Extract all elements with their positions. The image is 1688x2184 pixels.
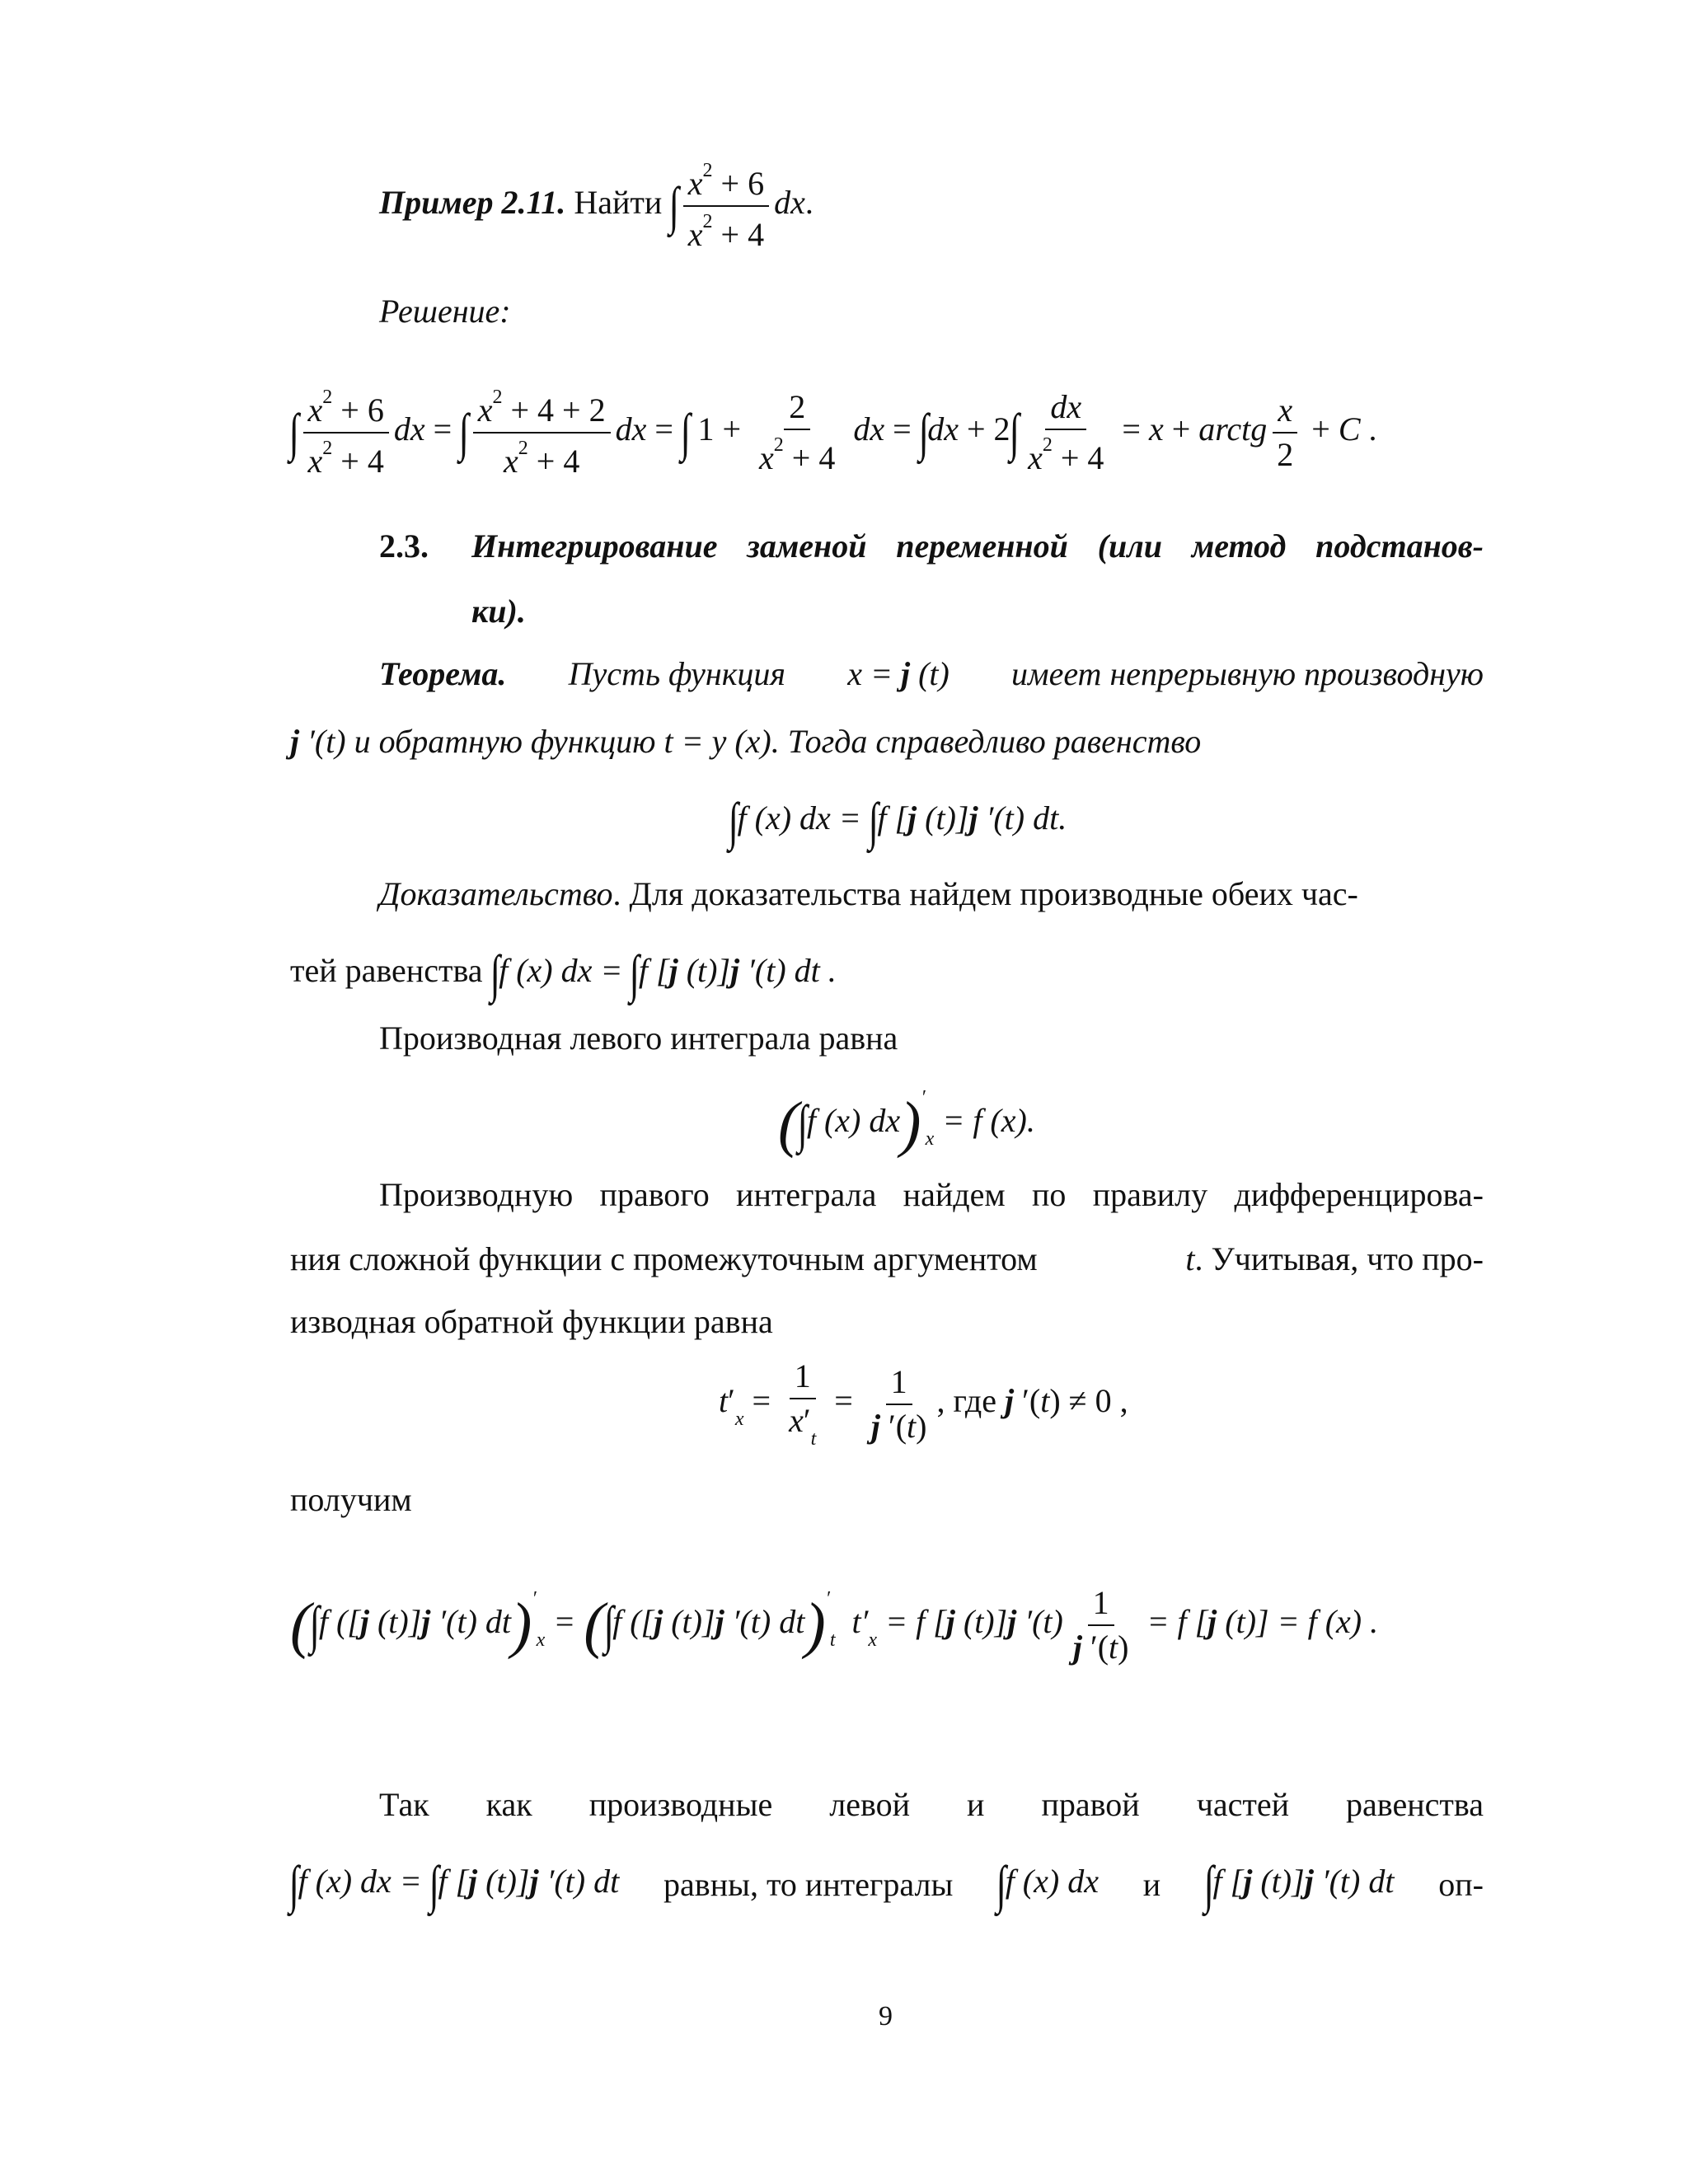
final-formula-1: ∫f (x) dx = ∫f [j (t)]j ′(t) dt [288,1855,620,1914]
section-title-line2: ки). [471,593,526,630]
solution-label: Решение: [379,293,511,330]
theorem-line2: j ′(t) и обратную функцию t = y (x). Тогда справедливо равенство [290,723,1202,760]
theorem-line1 [379,655,1484,692]
variable-t: t [1185,1240,1195,1277]
proof-label: Доказательство [379,875,613,912]
theorem-label: Теорема. [379,655,507,692]
where-text: , где [936,1382,997,1420]
chain-rule-formula: (∫f ([j (t)]j ′(t) $dt)'_x = (\int f$ ([j (t)]j ′(t) $dt)'_t$ $t'_x = f$ [j (t)]j ′(t) $\frac{1}{j '(t)}$ = f [j (t)] = f (x) . [290,1584,1379,1666]
final-line1: Так как производные левой и правой частей равенства [379,1786,1484,1823]
proof-line2: тей равенства ∫f (x) dx = ∫f [j (t)]j ′(t) dt . [290,944,837,1003]
example-heading [379,161,814,251]
right-derivative-line1: Производную правого интеграла найдем по правилу дифференцирова- [379,1176,1484,1213]
theorem-main-formula: ∫f (x) dx = ∫f [j (t)]j ′(t) dt. [728,792,1067,851]
theorem-formula-inverse: t = y (x) [663,723,771,760]
obtain-text: получим [290,1481,412,1518]
example-find-text: Найти [574,184,663,222]
final-formula-2: ∫f (x) dx [996,1855,1099,1914]
theorem-formula-x: x = j (t) [847,655,950,692]
proof-line1: Доказательство. Для доказательства найдем производные обеих час- [379,875,1358,912]
final-formula-3: ∫f [j (t)]j ′(t) dt [1203,1855,1395,1914]
right-derivative-line3: изводная обратной функции равна [290,1303,773,1340]
left-derivative-text: Производная левого интеграла равна [379,1019,898,1057]
example-integral-formula: ∫ $\frac{x^2 + 6}{x^2 + 4}$ dx. [668,160,814,253]
theorem-text-2: имеет непрерывную производную [1011,655,1484,692]
right-derivative-line2: ния сложной функции с промежуточным аргументом t. Учитывая, что про- [290,1240,1484,1277]
section-number: 2.3. [379,527,429,565]
theorem-formula-jprime: j ′(t) [290,723,346,760]
proof-formula: ∫f (x) dx = ∫f [j (t)]j ′(t) dt . [490,944,837,1003]
inverse-derivative-formula: $t'_x$ = $\frac{1}{x'_t}$ = $\frac{1}{j '(t)}$ , где j ′(t) ≠ 0 , [719,1357,1128,1450]
final-line2: ∫f (x) dx = ∫f [j (t)]j ′(t) dt равны, то интегралы ∫f (x) dx и ∫f [j (t)]j ′(t) dt оп- [288,1855,1484,1914]
example-label: Пример 2.11. [379,184,566,222]
page-number: 9 [879,2001,893,2032]
solution-formula: ∫ $\frac{x^2 + 6}{x^2 + 4}$ dx = ∫ $\frac{x^2 + 4 + 2}{x^2 + 4}$ dx = ∫ 1 + $\frac{2}{x^2 + 4}$ dx = ∫dx + 2∫ $\frac{dx}{x^2 + 4}$ = x + arctg $\frac{x}{2}$ + C . [288,387,1377,480]
section-title-line1: Интегрирование заменой переменной (или метод подстанов- [471,527,1484,565]
left-derivative-formula: (∫f (x) $dx)'_x = f$ (x). [778,1087,1035,1159]
theorem-text-1: Пусть функция [568,655,786,692]
